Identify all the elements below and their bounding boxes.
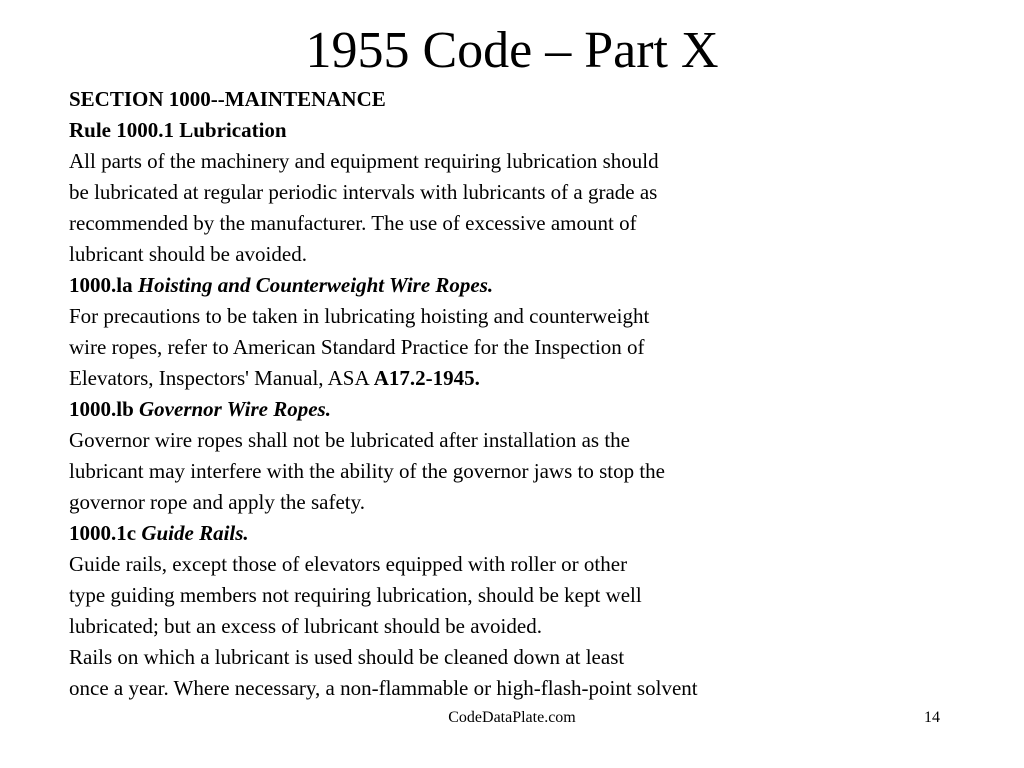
subsection-title: Guide Rails. bbox=[141, 521, 249, 545]
paragraph-line: lubricant should be avoided. bbox=[69, 242, 307, 266]
paragraph-line: Guide rails, except those of elevators equipped with roller or other bbox=[69, 552, 628, 576]
subsection-heading-guide-rails bbox=[69, 518, 869, 549]
paragraph-line: lubricant may interfere with the ability of the governor jaws to stop the bbox=[69, 459, 665, 483]
reference-text: Elevators, Inspectors' Manual, ASA bbox=[69, 366, 374, 390]
paragraph-line: type guiding members not requiring lubrication, should be kept well bbox=[69, 583, 642, 607]
paragraph-line: All parts of the machinery and equipment requiring lubrication should bbox=[69, 149, 659, 173]
subsection-number: 1000.lb bbox=[69, 397, 134, 421]
paragraph-line: be lubricated at regular periodic intervals with lubricants of a grade as bbox=[69, 180, 658, 204]
paragraph-line: Governor wire ropes shall not be lubricated after installation as the bbox=[69, 428, 630, 452]
subsection-title: Governor Wire Ropes. bbox=[139, 397, 331, 421]
subsection-heading-hoisting bbox=[69, 270, 869, 301]
rule-heading: Rule 1000.1 Lubrication bbox=[69, 118, 287, 142]
paragraph-line: For precautions to be taken in lubricating hoisting and counterweight bbox=[69, 304, 650, 328]
section-heading: SECTION 1000--MAINTENANCE bbox=[69, 87, 386, 111]
page-number: 14 bbox=[924, 709, 940, 726]
paragraph-line: once a year. Where necessary, a non-flammable or high-flash-point solvent bbox=[69, 676, 698, 700]
subsection-title: Hoisting and Counterweight Wire Ropes. bbox=[137, 273, 494, 297]
subsection-heading-governor bbox=[69, 394, 869, 425]
paragraph-line: Rails on which a lubricant is used should be cleaned down at least bbox=[69, 645, 625, 669]
paragraph-line: wire ropes, refer to American Standard Practice for the Inspection of bbox=[69, 335, 645, 359]
paragraph-line: lubricated; but an excess of lubricant should be avoided. bbox=[69, 614, 542, 638]
paragraph-line: recommended by the manufacturer. The use of excessive amount of bbox=[69, 211, 637, 235]
slide-body bbox=[69, 84, 869, 704]
paragraph-line bbox=[69, 363, 869, 394]
slide-title: 1955 Code – Part X bbox=[305, 22, 719, 79]
subsection-number: 1000.la bbox=[69, 273, 133, 297]
footer-source: CodeDataPlate.com bbox=[448, 709, 576, 726]
paragraph-line: governor rope and apply the safety. bbox=[69, 490, 366, 514]
subsection-number: 1000.1c bbox=[69, 521, 137, 545]
standard-reference: A17.2-1945. bbox=[373, 366, 480, 390]
